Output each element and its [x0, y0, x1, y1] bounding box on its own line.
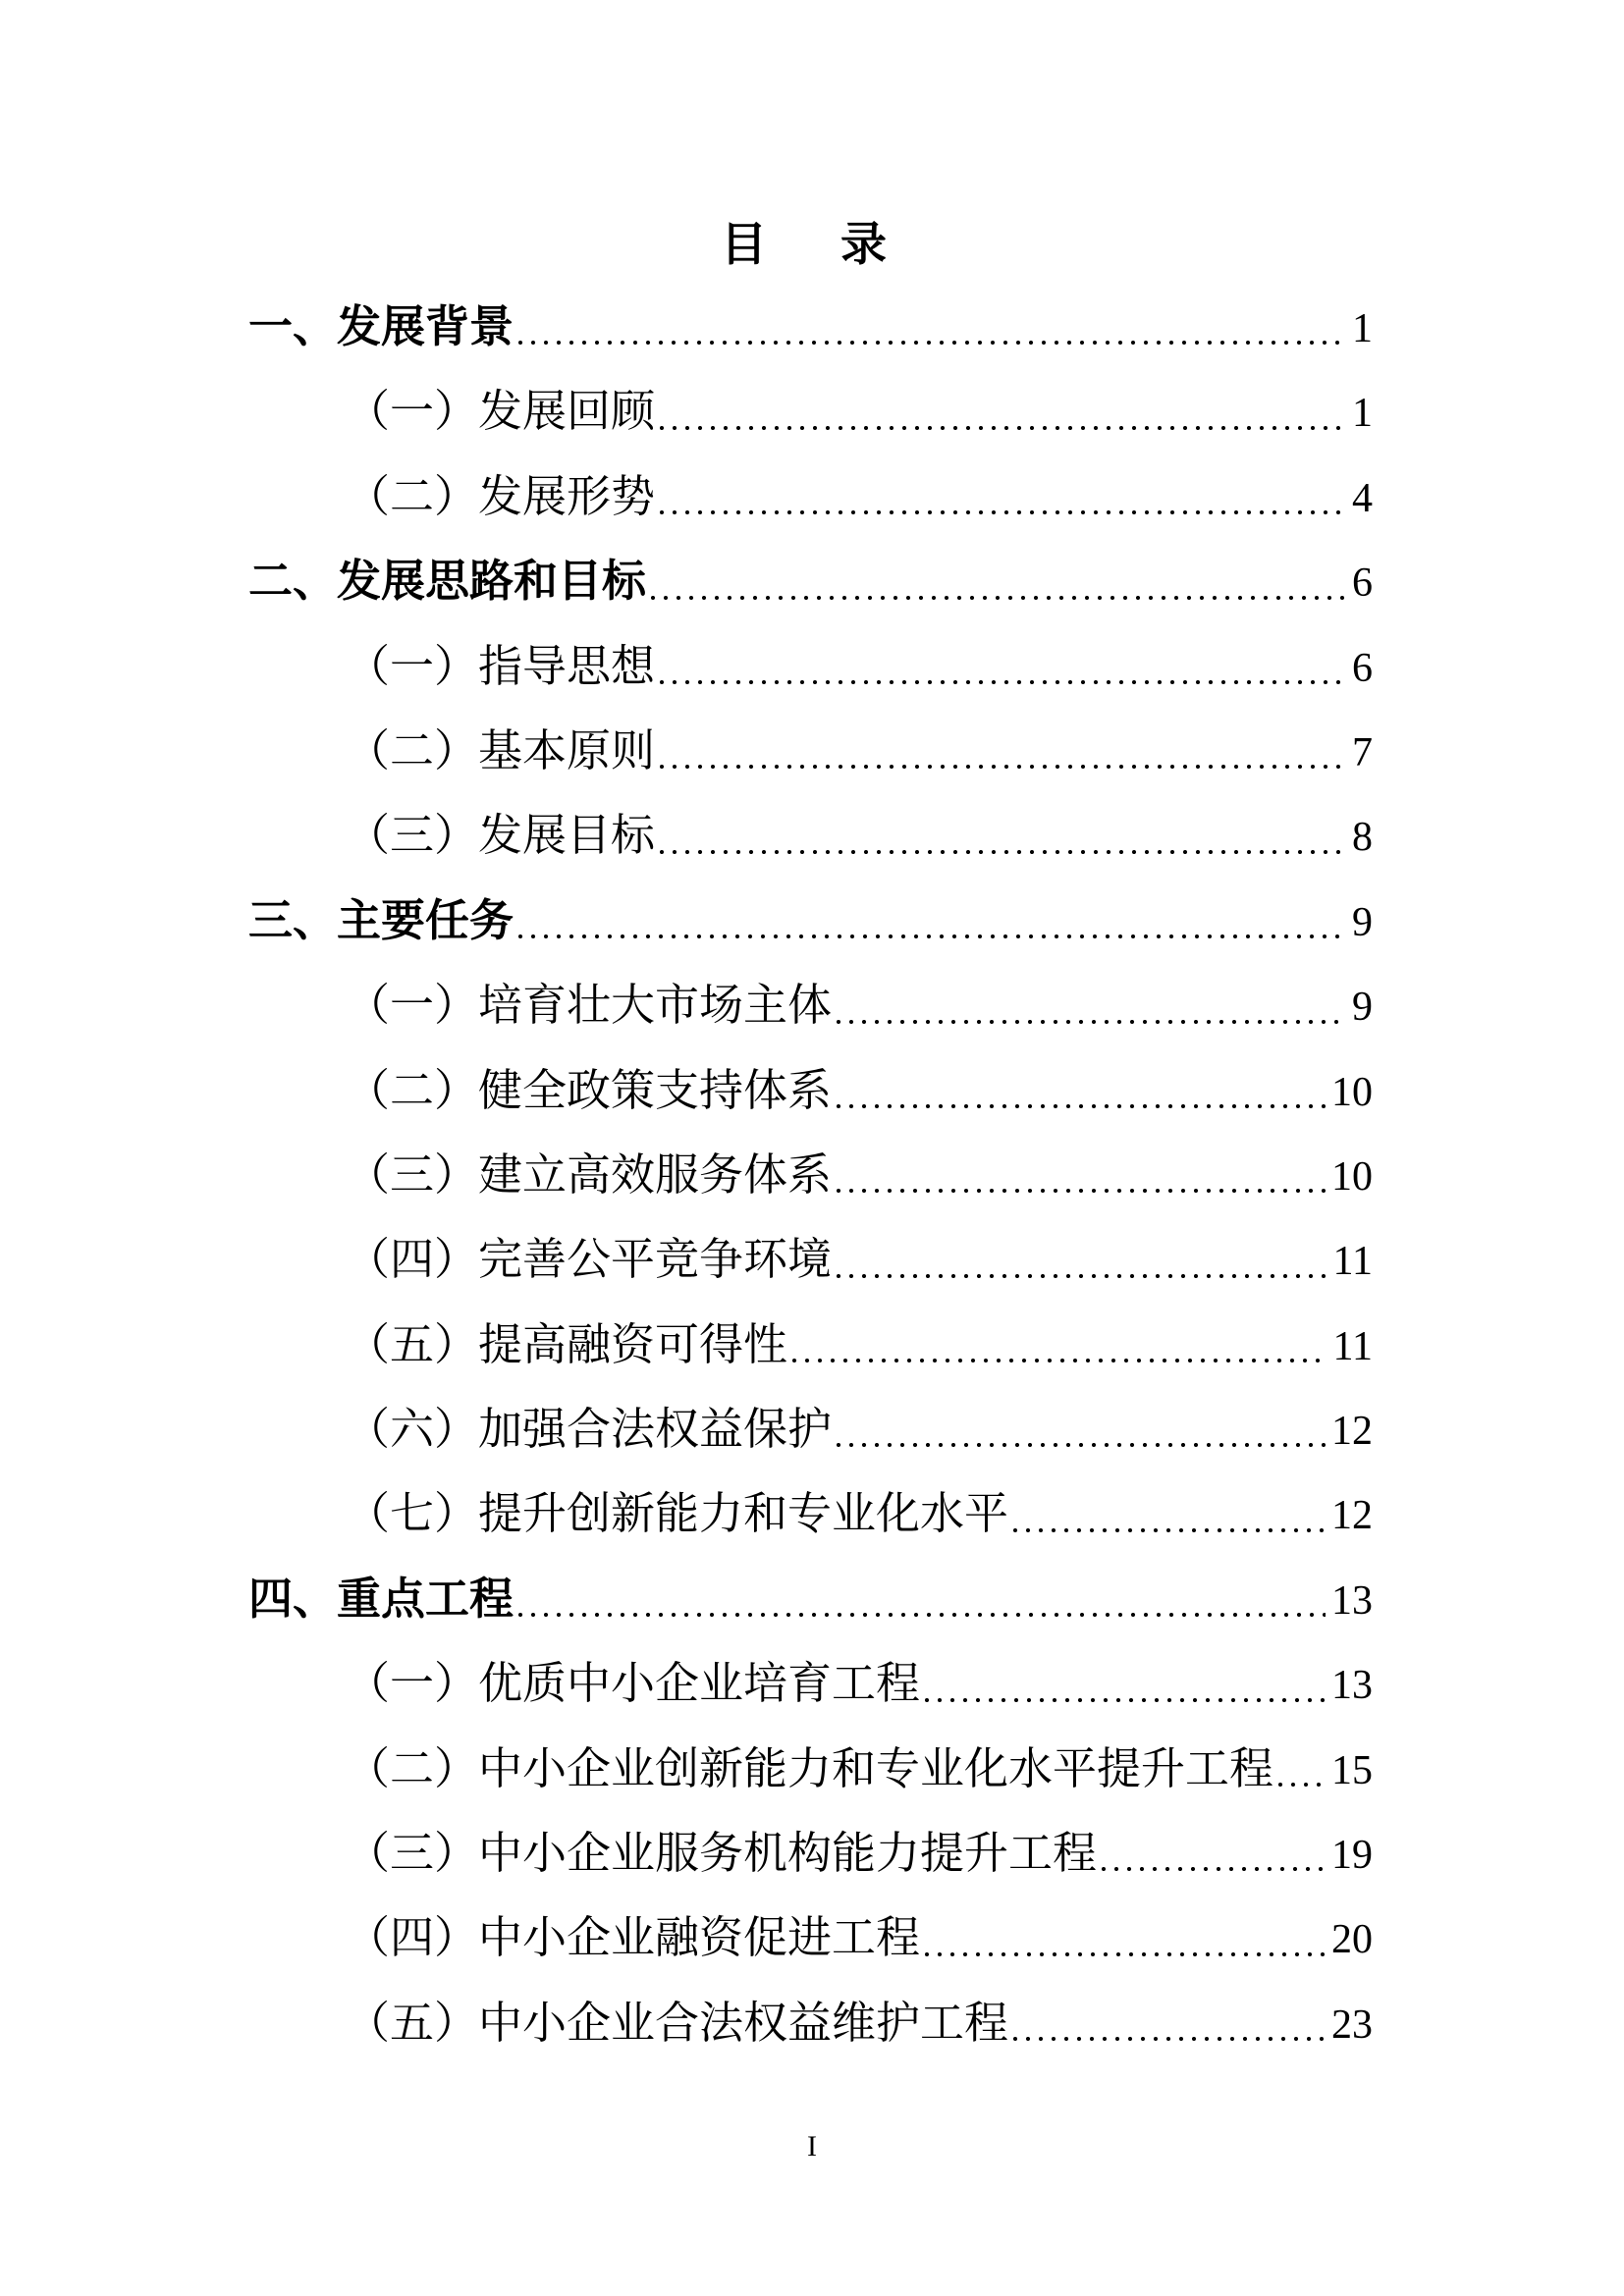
dot-leader	[660, 680, 1346, 684]
toc-entry-page: 8	[1352, 815, 1373, 861]
toc-entry-page: 11	[1332, 1239, 1373, 1285]
dot-leader	[518, 934, 1346, 938]
toc-entry-page: 19	[1331, 1833, 1373, 1879]
dot-leader	[837, 1020, 1346, 1024]
toc-entry[interactable]	[248, 1048, 1373, 1133]
toc-entry-page: 4	[1352, 475, 1373, 521]
toc-entry-page: 13	[1331, 1663, 1373, 1709]
toc-entry-label: （二）健全政策支持体系	[346, 1065, 833, 1115]
toc-entry-label: 四、重点工程	[248, 1573, 514, 1624]
dot-leader	[1013, 1528, 1326, 1532]
toc-entry[interactable]	[248, 539, 1373, 623]
toc-entry[interactable]	[248, 879, 1373, 963]
dot-leader	[1102, 1867, 1326, 1871]
toc-entry-label: （二）发展形势	[346, 471, 656, 521]
toc-entry-label: （五）提高融资可得性	[346, 1319, 788, 1369]
toc-entry[interactable]	[248, 1557, 1373, 1641]
toc-entry-page: 20	[1331, 1917, 1373, 1963]
dot-leader	[837, 1274, 1327, 1278]
toc-entry[interactable]	[248, 285, 1373, 369]
dot-leader	[837, 1104, 1326, 1108]
toc-entry[interactable]	[248, 1217, 1373, 1302]
toc-entry[interactable]	[248, 1727, 1373, 1811]
dot-leader	[660, 850, 1346, 854]
dot-leader	[925, 1698, 1326, 1702]
dot-leader	[837, 1189, 1326, 1193]
dot-leader	[660, 426, 1346, 430]
dot-leader	[1013, 2037, 1326, 2041]
toc-entry-page: 1	[1352, 391, 1373, 437]
toc-entry-page: 10	[1331, 1069, 1373, 1115]
dot-leader	[1278, 1783, 1326, 1787]
toc-entry-label: （三）发展目标	[346, 811, 656, 861]
toc-entry-page: 12	[1331, 1493, 1373, 1539]
toc-entry[interactable]	[248, 1896, 1373, 1980]
toc-entry-page: 10	[1331, 1153, 1373, 1200]
toc-entry[interactable]	[248, 793, 1373, 878]
toc-entry-label: （四）完善公平竞争环境	[346, 1235, 833, 1285]
toc-entry[interactable]	[248, 1387, 1373, 1471]
toc-entry[interactable]	[248, 1133, 1373, 1217]
toc-entry[interactable]	[248, 1303, 1373, 1387]
toc-entry[interactable]	[248, 1811, 1373, 1896]
toc-entry-label: （四）中小企业融资促进工程	[346, 1913, 921, 1963]
toc-entry[interactable]	[248, 963, 1373, 1047]
toc-list	[248, 285, 1373, 2065]
dot-leader	[518, 1613, 1326, 1617]
toc-entry-label: （一）优质中小企业培育工程	[346, 1659, 921, 1709]
footer-page-number: I	[807, 2130, 817, 2163]
toc-entry-label: 二、发展思路和目标	[248, 556, 647, 607]
toc-entry[interactable]	[248, 1981, 1373, 2065]
toc-entry[interactable]	[248, 1641, 1373, 1726]
page-title: 目 录	[721, 218, 900, 270]
toc-entry-label: （一）发展回顾	[346, 387, 656, 437]
dot-leader	[518, 341, 1346, 345]
toc-entry-label: （二）基本原则	[346, 725, 656, 775]
toc-entry-label: 三、主要任务	[248, 894, 514, 945]
toc-entry-page: 6	[1352, 561, 1373, 607]
toc-entry-page: 1	[1352, 306, 1373, 351]
toc-entry[interactable]	[248, 1471, 1373, 1556]
toc-entry-page: 12	[1331, 1409, 1373, 1455]
toc-entry-page: 6	[1352, 645, 1373, 691]
dot-leader	[925, 1952, 1326, 1956]
toc-entry-label: （三）中小企业服务机构能力提升工程	[346, 1829, 1098, 1879]
toc-entry-label: （二）中小企业创新能力和专业化水平提升工程	[346, 1743, 1274, 1793]
toc-entry[interactable]	[248, 369, 1373, 454]
toc-entry-page: 23	[1331, 2002, 1373, 2048]
dot-leader	[837, 1443, 1326, 1447]
toc-entry-label: 一、发展背景	[248, 301, 514, 351]
toc-entry-page: 13	[1331, 1577, 1373, 1624]
toc-entry-page: 15	[1331, 1747, 1373, 1793]
dot-leader	[792, 1359, 1327, 1362]
dot-leader	[660, 510, 1346, 514]
toc-entry-label: （三）建立高效服务体系	[346, 1149, 833, 1200]
toc-entry[interactable]	[248, 624, 1373, 709]
toc-entry-label: （七）提升创新能力和专业化水平	[346, 1489, 1009, 1539]
toc-entry[interactable]	[248, 709, 1373, 793]
toc-entry-page: 7	[1352, 729, 1373, 775]
dot-leader	[660, 765, 1346, 769]
toc-entry-page: 9	[1352, 985, 1373, 1031]
toc-entry-page: 11	[1332, 1323, 1373, 1369]
toc-entry-label: （六）加强合法权益保护	[346, 1405, 833, 1455]
toc-entry-label: （五）中小企业合法权益维护工程	[346, 1998, 1009, 2048]
toc-entry-page: 9	[1352, 899, 1373, 945]
toc-entry[interactable]	[248, 454, 1373, 539]
dot-leader	[651, 596, 1346, 600]
toc-entry-label: （一）培育壮大市场主体	[346, 981, 833, 1031]
toc-entry-label: （一）指导思想	[346, 641, 656, 691]
